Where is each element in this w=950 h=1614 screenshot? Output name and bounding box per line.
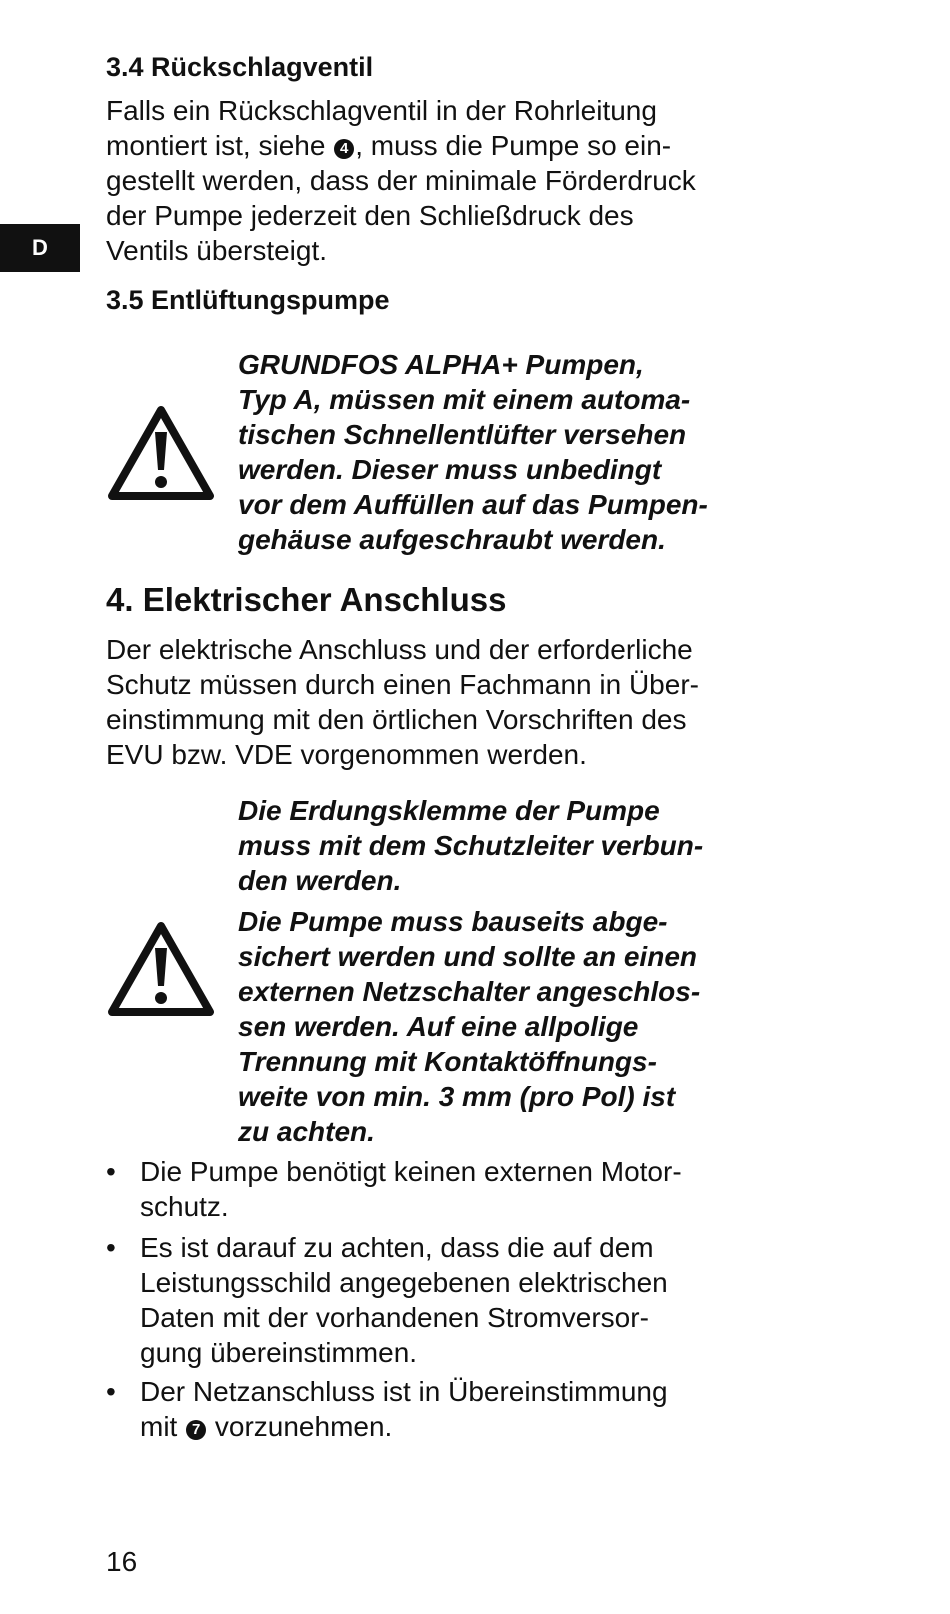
page-number: 16: [106, 1546, 138, 1577]
list-item: [106, 1230, 920, 1370]
text-line: Leistungsschild angegebenen elektrischen: [140, 1267, 668, 1298]
bullet: •: [106, 1232, 116, 1263]
warning-line: weite von min. 3 mm (pro Pol) ist: [238, 1081, 676, 1112]
list-item: [106, 1154, 920, 1224]
text-line: Falls ein Rückschlagventil in der Rohrleitung: [106, 95, 657, 126]
warning-line: Typ A, müssen mit einem automa-: [238, 384, 691, 415]
text-line: gestellt werden, dass der minimale Förderdruck: [106, 165, 696, 196]
text-line: Ventils übersteigt.: [106, 235, 328, 266]
warning-line: Die Pumpe muss bauseits abge-: [238, 906, 668, 937]
section-heading-3-5: 3.5 Entlüftungspumpe: [106, 285, 390, 315]
figure-reference-icon: 7: [186, 1420, 206, 1440]
text-line: Die Pumpe benötigt keinen externen Motor-: [140, 1156, 682, 1187]
text-line: schutz.: [140, 1191, 229, 1222]
section-heading-4: 4. Elektrischer Anschluss: [106, 581, 507, 618]
warning-line: gehäuse aufgeschraubt werden.: [238, 524, 666, 555]
section-heading-3-4: 3.4 Rückschlagventil: [106, 52, 374, 82]
text-line: montiert ist, siehe 4 , muss die Pumpe so ein-: [106, 130, 672, 161]
text-line: Der elektrische Anschluss und der erforderliche: [106, 634, 693, 665]
warning-line: sen werden. Auf eine allpolige: [238, 1011, 639, 1042]
warning-text-4b: [238, 904, 938, 1149]
warning-line: sichert werden und sollte an einen: [238, 941, 697, 972]
warning-line: GRUNDFOS ALPHA+ Pumpen,: [238, 349, 644, 380]
text-line: der Pumpe jederzeit den Schließdruck des: [106, 200, 634, 231]
warning-line: Trennung mit Kontaktöffnungs-: [238, 1046, 657, 1077]
warning-text-3-5: [238, 347, 938, 557]
warning-line: Die Erdungsklemme der Pumpe: [238, 795, 660, 826]
text-line: Der Netzanschluss ist in Übereinstimmung: [140, 1376, 668, 1407]
warning-text-4a: [238, 793, 938, 898]
text-line: mit 7 vorzunehmen.: [140, 1411, 393, 1442]
warning-line: den werden.: [238, 865, 402, 896]
warning-line: externen Netzschalter angeschlos-: [238, 976, 701, 1007]
text-line: einstimmung mit den örtlichen Vorschriften des: [106, 704, 687, 735]
warning-line: muss mit dem Schutzleiter verbun-: [238, 830, 704, 861]
figure-reference-icon: 4: [334, 139, 354, 159]
text-line: Schutz müssen durch einen Fachmann in Über-: [106, 669, 699, 700]
text-line: Es ist darauf zu achten, dass die auf dem: [140, 1232, 654, 1263]
bullet: •: [106, 1376, 116, 1407]
warning-line: werden. Dieser muss unbedingt: [238, 454, 662, 485]
list-item: [106, 1374, 920, 1444]
text-line: Daten mit der vorhandenen Stromversor-: [140, 1302, 649, 1333]
warning-line: tischen Schnellentlüfter versehen: [238, 419, 687, 450]
warning-triangle-icon: [106, 918, 216, 1018]
paragraph-4-intro: [106, 632, 906, 772]
warning-line: zu achten.: [238, 1116, 375, 1147]
text-line: EVU bzw. VDE vorgenommen werden.: [106, 739, 587, 770]
warning-triangle-icon: [106, 402, 216, 502]
paragraph-3-4: [106, 93, 906, 268]
text-line: gung übereinstimmen.: [140, 1337, 418, 1368]
warning-line: vor dem Auffüllen auf das Pumpen-: [238, 489, 708, 520]
bullet: •: [106, 1156, 116, 1187]
language-tab: D: [0, 224, 80, 272]
